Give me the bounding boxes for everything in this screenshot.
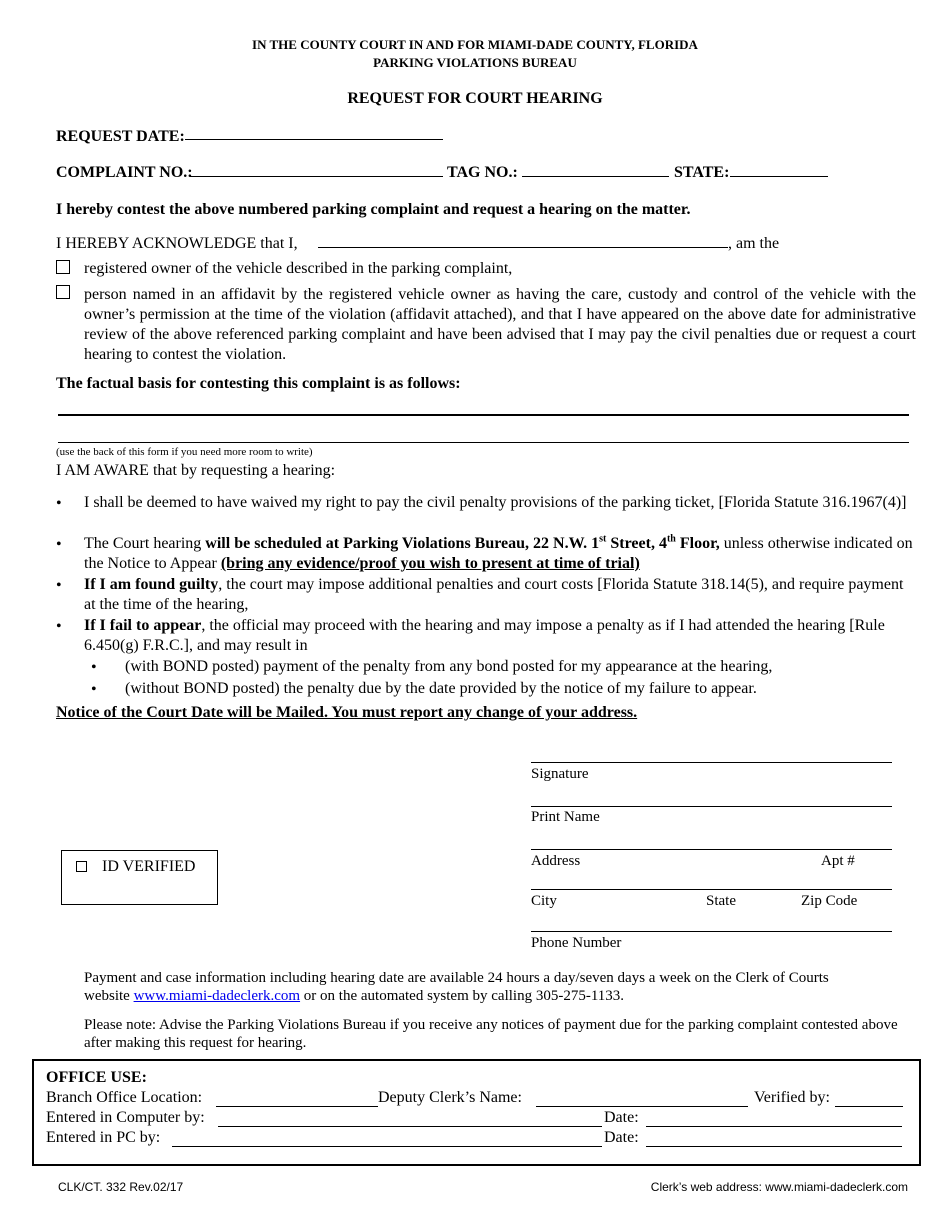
print-name-label: Print Name — [531, 809, 600, 825]
bullet-waive: I shall be deemed to have waived my right to pay the civil penalty provisions of the parking ticket, [Florida Statute 316.1967(4)] — [84, 494, 907, 511]
bullet-dot: • — [56, 577, 62, 594]
bullet-hearing-location: The Court hearing will be scheduled at Parking Violations Bureau, 22 N.W. 1st Street, 4th Floor, unless otherwise indicated on the Notice to Appear (bring any evidence/proof you wish to present at time of trial) — [84, 533, 913, 572]
please-note: Please note: Advise the Parking Violations Bureau if you receive any notices of payment due for the parking complaint contested above after making this request for hearing. — [84, 1017, 898, 1051]
owner-checkbox[interactable] — [56, 260, 70, 274]
deputy-clerk-field[interactable] — [536, 1106, 748, 1107]
entered-computer-label: Entered in Computer by: — [46, 1109, 205, 1126]
factual-basis-line-2[interactable] — [58, 442, 909, 443]
bureau-header: PARKING VIOLATIONS BUREAU — [373, 55, 577, 70]
phone-field[interactable] — [531, 931, 892, 932]
request-date-field[interactable] — [185, 139, 443, 140]
signature-label: Signature — [531, 766, 589, 782]
entered-pc-label: Entered in PC by: — [46, 1129, 161, 1146]
phone-label: Phone Number — [531, 935, 622, 951]
sub-bullet-dot: • — [91, 659, 97, 676]
date-field-1[interactable] — [646, 1126, 902, 1127]
deputy-clerk-label: Deputy Clerk’s Name: — [378, 1089, 522, 1106]
clerk-web-address: Clerk’s web address: www.miami-dadeclerk.com — [650, 1180, 908, 1194]
sub-bullet-dot: • — [91, 681, 97, 698]
tag-label: TAG NO.: — [447, 164, 518, 181]
back-note: (use the back of this form if you need more room to write) — [56, 446, 313, 458]
id-verified-checkbox[interactable] — [76, 861, 87, 872]
verified-by-label: Verified by: — [754, 1089, 830, 1106]
entered-pc-field[interactable] — [172, 1146, 602, 1147]
date-label-2: Date: — [604, 1129, 639, 1146]
bullet-dot: • — [56, 618, 62, 635]
sub-bullet-no-bond: (without BOND posted) the penalty due by the date provided by the notice of my failure to appear. — [125, 680, 757, 697]
id-verified-box — [61, 850, 218, 905]
apt-label: Apt # — [821, 853, 855, 869]
print-name-field[interactable] — [531, 806, 892, 807]
date-field-2[interactable] — [646, 1146, 902, 1147]
address-field[interactable] — [531, 849, 892, 850]
complaint-label: COMPLAINT NO.: — [56, 164, 193, 181]
clerk-website-link[interactable]: www.miami-dadeclerk.com — [133, 988, 301, 1004]
state-field[interactable] — [730, 176, 828, 177]
bullet-dot: • — [56, 536, 62, 553]
contest-statement: I hereby contest the above numbered parking complaint and request a hearing on the matter. — [56, 201, 691, 218]
sub-bullet-bond: (with BOND posted) payment of the penalty from any bond posted for my appearance at the hearing, — [125, 658, 773, 675]
state-label: STATE: — [674, 164, 730, 181]
court-header: IN THE COUNTY COURT IN AND FOR MIAMI-DADE COUNTY, FLORIDA — [252, 37, 698, 52]
city-field[interactable] — [531, 889, 892, 890]
id-verified-label: ID VERIFIED — [102, 858, 196, 875]
aware-label: I AM AWARE that by requesting a hearing: — [56, 462, 336, 479]
complaint-field[interactable] — [190, 176, 443, 177]
state-address-label: State — [706, 893, 736, 909]
factual-basis-label: The factual basis for contesting this complaint is as follows: — [56, 375, 461, 392]
entered-computer-field[interactable] — [218, 1126, 602, 1127]
verified-by-field[interactable] — [835, 1106, 903, 1107]
acknowledge-name-field[interactable] — [318, 247, 728, 248]
form-number: CLK/CT. 332 Rev.02/17 — [58, 1180, 184, 1194]
factual-basis-line-1[interactable] — [58, 414, 909, 416]
request-date-label: REQUEST DATE: — [56, 128, 185, 145]
city-label: City — [531, 893, 557, 909]
tag-field[interactable] — [522, 176, 669, 177]
bullet-dot: • — [56, 495, 62, 512]
address-label: Address — [531, 853, 581, 869]
branch-office-label: Branch Office Location: — [46, 1089, 203, 1106]
signature-field[interactable] — [531, 762, 892, 763]
bullet-fail-appear: If I fail to appear, the official may proceed with the hearing and may impose a penalty as if I had attended the hearing [Rule 6.450(g) F.R.C.], and may result in — [84, 617, 885, 654]
mail-notice: Notice of the Court Date will be Mailed. You must report any change of your address. — [56, 704, 638, 721]
affidavit-option-text: person named in an affidavit by the registered vehicle owner as having the care, custody and control of the vehicle with the owner’s permission at the time of the violation (affidavit attached), and that I have appeared on the above date for administrative review of the above referenced parking complaint and have been advised that I may pay the civil penalties due or request a court hearing to contest the violation. — [84, 286, 916, 363]
acknowledge-suffix: , am the — [728, 235, 780, 252]
acknowledge-prefix: I HEREBY ACKNOWLEDGE that I, — [56, 235, 298, 252]
affidavit-checkbox[interactable] — [56, 285, 70, 299]
branch-office-field[interactable] — [216, 1106, 378, 1107]
form-title: REQUEST FOR COURT HEARING — [347, 90, 603, 107]
office-use-box — [32, 1059, 921, 1166]
office-use-title: OFFICE USE: — [46, 1069, 147, 1086]
zip-label: Zip Code — [801, 893, 858, 909]
date-label-1: Date: — [604, 1109, 639, 1126]
payment-info: Payment and case information including hearing date are available 24 hours a day/seven days a week on the Clerk of Courts website www.miami-dadeclerk.com or on the automated system by calling 305-275-1133. — [84, 970, 829, 1004]
bullet-found-guilty: If I am found guilty, the court may impose additional penalties and court costs [Florida Statute 318.14(5), and require payment at the time of the hearing, — [84, 576, 904, 613]
owner-option-text: registered owner of the vehicle described in the parking complaint, — [84, 260, 513, 277]
